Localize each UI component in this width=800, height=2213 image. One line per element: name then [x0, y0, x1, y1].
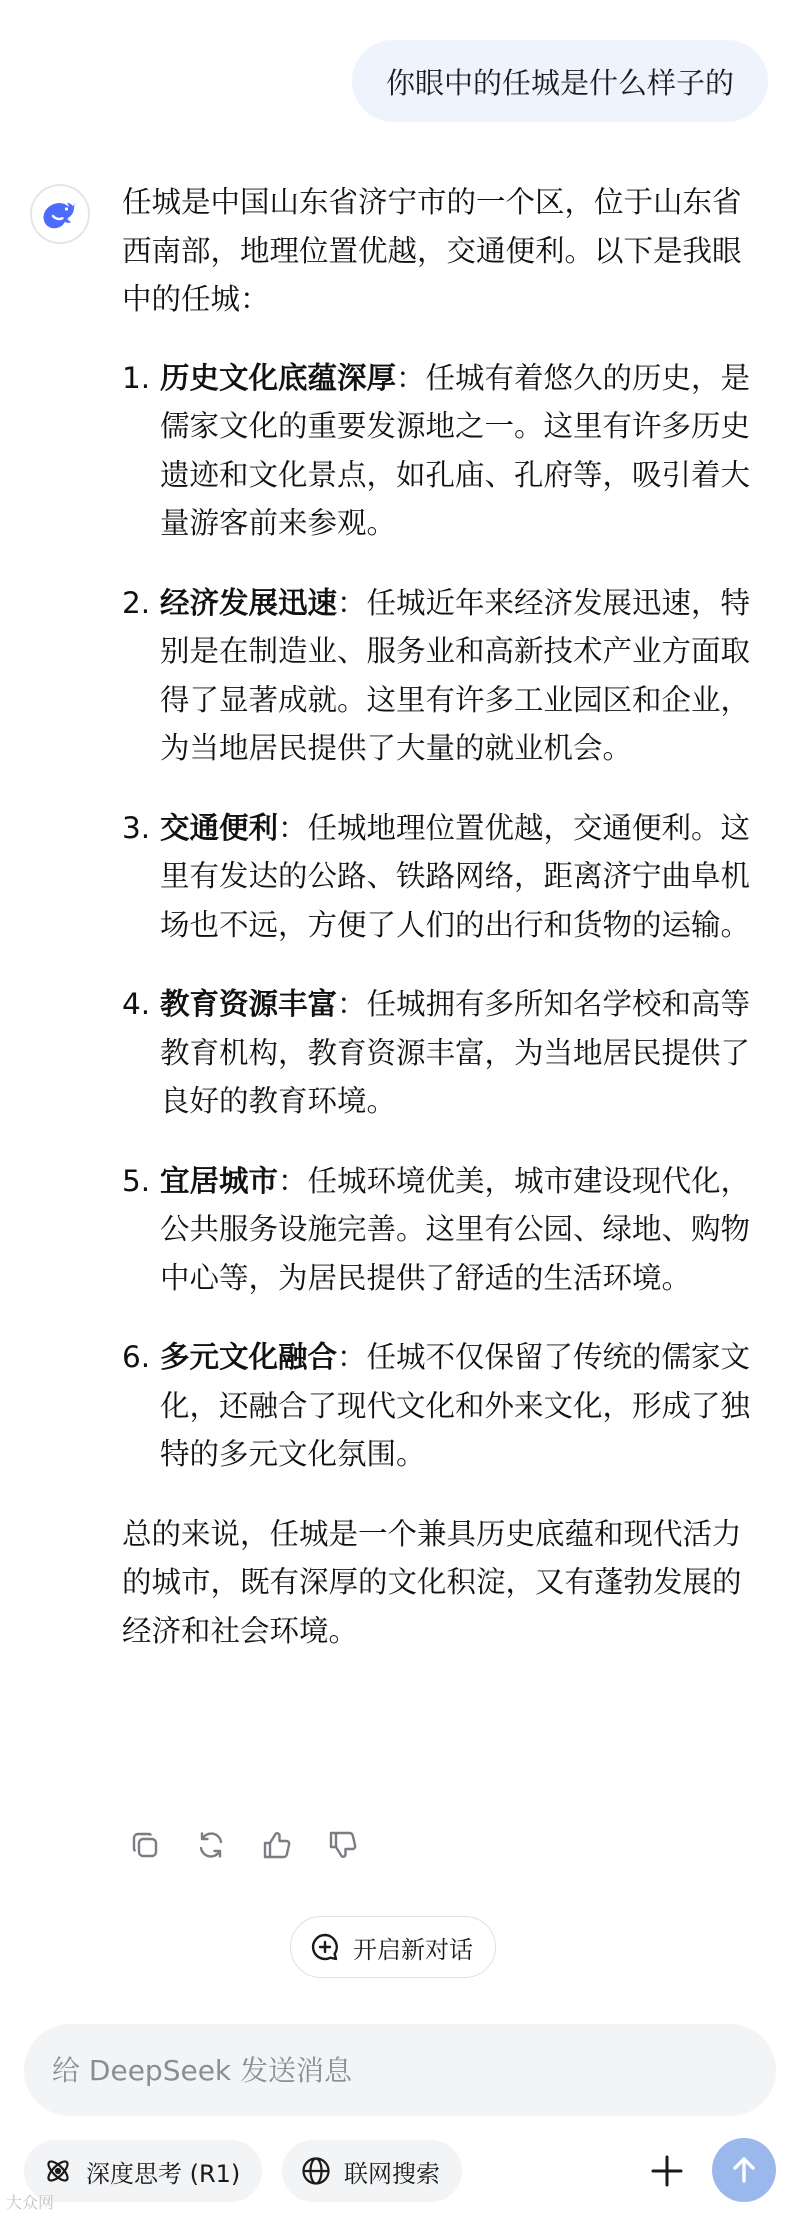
message-input-box[interactable]: [24, 2024, 776, 2116]
thumbs-up-icon: [261, 1829, 293, 1861]
watermark-text: 大众网: [6, 2193, 55, 2212]
list-item-title: 宜居城市: [160, 1163, 279, 1198]
user-message-text: 你眼中的任城是什么样子的: [385, 65, 734, 100]
list-item-title: 教育资源丰富: [160, 987, 338, 1021]
deepseek-whale-icon: [40, 197, 80, 231]
input-toolbar: [24, 2140, 776, 2202]
list-item-title: 经济发展迅速: [160, 585, 338, 620]
copy-button[interactable]: [124, 1824, 166, 1866]
answer-intro: 任城是中国山东省济宁市的一个区，位于山东省西南部，地理位置优越，交通便利。以下是我眼中的任城：: [122, 185, 742, 316]
new-chat-label: 开启新对话: [353, 1935, 473, 1964]
web-search-toggle[interactable]: [282, 2140, 462, 2202]
answer-list-item: [122, 980, 752, 1126]
thumbs-down-icon: [327, 1829, 359, 1861]
answer-list-item: [122, 579, 752, 773]
list-item-title: 交通便利: [160, 810, 279, 845]
plus-icon: [649, 2153, 685, 2189]
web-search-label: 联网搜索: [344, 2159, 440, 2188]
list-item-number: 5.: [122, 1163, 151, 1198]
answer-list: [122, 354, 752, 1479]
list-item-title: 多元文化融合: [160, 1340, 338, 1374]
list-item-text: ：任城拥有多所知名学校和高等教育机构，教育资源丰富，为当地居民提供了良好的教育环境。: [160, 987, 751, 1118]
copy-icon: [129, 1829, 161, 1861]
atom-icon: [42, 2155, 74, 2187]
regenerate-button[interactable]: [190, 1824, 232, 1866]
deep-think-toggle[interactable]: [24, 2140, 262, 2202]
arrow-up-icon: [728, 2154, 760, 2186]
globe-icon: [300, 2155, 332, 2187]
assistant-avatar: [30, 184, 90, 244]
message-actions: [124, 1824, 364, 1866]
list-item-text: ：任城不仅保留了传统的儒家文化，还融合了现代文化和外来文化，形成了独特的多元文化氛围。: [160, 1340, 751, 1471]
dislike-button[interactable]: [322, 1824, 364, 1866]
answer-list-item: [122, 1333, 752, 1479]
like-button[interactable]: [256, 1824, 298, 1866]
message-input[interactable]: [50, 2053, 750, 2088]
answer-summary: 总的来说，任城是一个兼具历史底蕴和现代活力的城市，既有深厚的文化积淀，又有蓬勃发展的经济和社会环境。: [122, 1516, 742, 1648]
list-item-title: 历史文化底蕴深厚: [160, 360, 397, 395]
list-item-number: 2.: [122, 585, 151, 620]
new-chat-icon: [309, 1931, 341, 1963]
new-chat-button[interactable]: [290, 1916, 496, 1978]
answer-list-item: [122, 1157, 752, 1303]
list-item-text: ：任城有着悠久的历史，是儒家文化的重要发源地之一。这里有许多历史遗迹和文化景点，如孔庙、孔府等，吸引着大量游客前来参观。: [160, 360, 751, 540]
list-item-number: 1.: [122, 360, 151, 395]
answer-list-item: [122, 804, 752, 950]
list-item-number: 6.: [122, 1340, 151, 1374]
list-item-number: 3.: [122, 810, 151, 845]
list-item-text: ：任城环境优美，城市建设现代化，公共服务设施完善。这里有公园、绿地、购物中心等，为居民提供了舒适的生活环境。: [160, 1163, 751, 1295]
regenerate-icon: [195, 1829, 227, 1861]
list-item-number: 4.: [122, 987, 151, 1021]
list-item-text: ：任城地理位置优越，交通便利。这里有发达的公路、铁路网络，距离济宁曲阜机场也不远，方便了人们的出行和货物的运输。: [160, 810, 751, 942]
user-message-bubble: [352, 40, 768, 122]
watermark: [6, 2190, 54, 2213]
list-item-text: ：任城近年来经济发展迅速，特别是在制造业、服务业和高新技术产业方面取得了显著成就。这里有许多工业园区和企业，为当地居民提供了大量的就业机会。: [160, 585, 751, 765]
send-button[interactable]: [712, 2138, 776, 2202]
assistant-answer: [122, 178, 752, 1655]
deep-think-label: 深度思考 (R1): [86, 2159, 241, 2188]
answer-list-item: [122, 354, 752, 548]
attach-button[interactable]: [644, 2148, 690, 2194]
